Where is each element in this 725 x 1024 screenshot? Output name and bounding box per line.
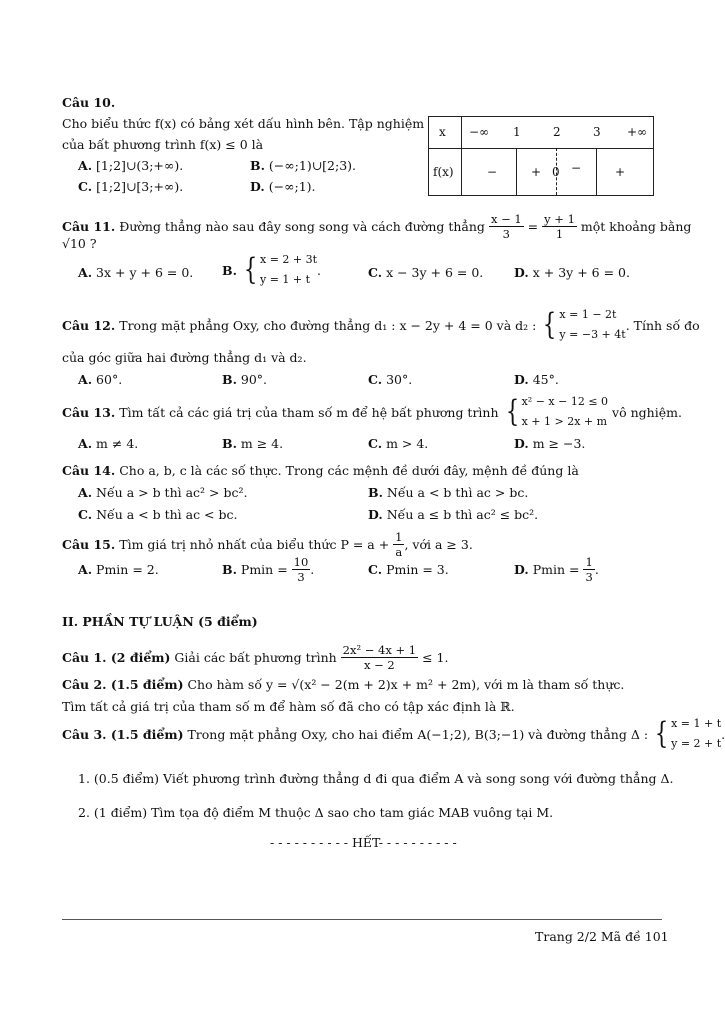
sign-table-pos-inf: +∞ — [627, 125, 648, 139]
q12-option-b: B. 90°. — [222, 372, 268, 387]
q10-option-d: D. (−∞;1). — [250, 179, 316, 194]
q11-option-a: A. 3x + y + 6 = 0. — [78, 265, 194, 280]
sign-interval-1: − — [487, 165, 498, 179]
sign-table-neg-inf: −∞ — [469, 125, 490, 139]
q12-option-a: A. 60°. — [78, 372, 123, 387]
q14-option-d: D. Nếu a ≤ b thì ac² ≤ bc². — [368, 507, 539, 522]
q11-stem-cont: √10 ? — [62, 236, 97, 251]
sign-table-point-3: 3 — [593, 125, 601, 139]
essay-q2: Câu 2. (1.5 điểm) Cho hàm số y = √(x² − 2(m + 2)x + m² + 2m), với m là tham số thực. — [62, 677, 625, 692]
essay-q3-item1: 1. (0.5 điểm) Viết phương trình đường thẳng d đi qua điểm A và song song với đường thẳng Δ. — [78, 771, 674, 786]
q10-option-b: B. (−∞;1)∪[2;3). — [250, 158, 357, 173]
q11-frac-y: $\frac{y + 1}{1}$ — [544, 212, 575, 241]
sign-interval-3: − — [571, 161, 582, 175]
q15-frac: $\frac{1}{a}$ — [395, 530, 403, 559]
q12-stem: Câu 12. Trong mặt phẳng Oxy, cho đường thẳng d₁ : x − 2y + 4 = 0 và d₂ : { x = 1 − 2t y = −3 + 4t . Tính số đo — [62, 307, 700, 342]
q14-stem: Câu 14. Cho a, b, c là các số thực. Trong các mệnh đề dưới đây, mệnh đề đúng là — [62, 463, 579, 478]
q12-option-c: C. 30°. — [368, 372, 413, 387]
essay-q2-cont: Tìm tất cả giá trị của tham số m để hàm số đã cho có tập xác định là ℝ. — [62, 699, 515, 714]
q10-option-a: A. [1;2]∪(3;+∞). — [78, 158, 184, 173]
q15-option-b: B. Pmin = $\frac{10}{3}$ . — [222, 555, 315, 584]
q11-option-c: C. x − 3y + 6 = 0. — [368, 265, 484, 280]
sign-table — [428, 116, 654, 196]
q11-option-d: D. x + 3y + 6 = 0. — [514, 265, 630, 280]
q14-option-b: B. Nếu a < b thì ac > bc. — [368, 485, 529, 500]
q10-text-line1: Cho biểu thức f(x) có bảng xét dấu hình bên. Tập nghiệm — [62, 116, 425, 131]
end-marker: - - - - - - - - - - HẾT- - - - - - - - - - — [270, 835, 457, 850]
q15-option-a: A. Pmin = 2. — [78, 562, 159, 577]
q13-stem: Câu 13. Tìm tất cả các giá trị của tham số m để hệ bất phương trình { x² − x − 12 ≤ 0 x + 1 > 2x + m vô nghiệm. — [62, 394, 682, 429]
sign-table-fx-header: f(x) — [433, 165, 454, 179]
sign-table-x-header: x — [439, 125, 446, 139]
q12-stem-cont: của góc giữa hai đường thẳng d₁ và d₂. — [62, 350, 307, 365]
q15-option-c: C. Pmin = 3. — [368, 562, 449, 577]
sign-interval-4: + — [615, 165, 626, 179]
page-footer: Trang 2/2 Mã đề 101 — [535, 929, 669, 944]
q11-stem: Câu 11. Đường thẳng nào sau đây song song và cách đường thẳng $\frac{x - 1}{3}$ = $\frac{y + 1}{1}$ một khoảng bằng — [62, 212, 692, 241]
q13-option-b: B. m ≥ 4. — [222, 436, 284, 451]
q15-option-d: D. Pmin = $\frac{1}{3}$ . — [514, 555, 599, 584]
q15-stem: Câu 15. Tìm giá trị nhỏ nhất của biểu thức P = a + $\frac{1}{a}$ , với a ≥ 3. — [62, 530, 473, 559]
sign-zero-at-2: 0 — [552, 165, 560, 179]
q10-option-c: C. [1;2]∪[3;+∞). — [78, 179, 184, 194]
sign-table-point-1: 1 — [513, 125, 521, 139]
sign-interval-2: + — [531, 165, 542, 179]
q10-label: Câu 10. — [62, 95, 116, 110]
q14-option-a: A. Nếu a > b thì ac² > bc². — [78, 485, 248, 500]
essay-q3: Câu 3. (1.5 điểm) Trong mặt phẳng Oxy, cho hai điểm A(−1;2), B(3;−1) và đường thẳng Δ : { x = 1 + t y = 2 + t . — [62, 716, 725, 751]
footer-divider — [62, 919, 662, 920]
q10-text-line2: của bất phương trình f(x) ≤ 0 là — [62, 137, 264, 152]
sign-table-point-2: 2 — [553, 125, 561, 139]
q12-option-d: D. 45°. — [514, 372, 559, 387]
q13-option-a: A. m ≠ 4. — [78, 436, 139, 451]
q13-option-c: C. m > 4. — [368, 436, 429, 451]
q11-option-b: B. { x = 2 + 3t y = 1 + t . — [222, 252, 322, 287]
q13-option-d: D. m ≥ −3. — [514, 436, 586, 451]
essay-q3-item2: 2. (1 điểm) Tìm tọa độ điểm M thuộc Δ sao cho tam giác MAB vuông tại M. — [78, 805, 554, 820]
part2-title: II. PHẦN TỰ LUẬN (5 điểm) — [62, 614, 258, 629]
q14-option-c: C. Nếu a < b thì ac < bc. — [78, 507, 238, 522]
q11-frac-x: $\frac{x - 1}{3}$ — [490, 212, 522, 241]
essay-q1: Câu 1. (2 điểm) Giải các bất phương trình $\frac{\text{2x² − 4x + 1}}{x - 2}$ ≤ 1. — [62, 643, 449, 672]
